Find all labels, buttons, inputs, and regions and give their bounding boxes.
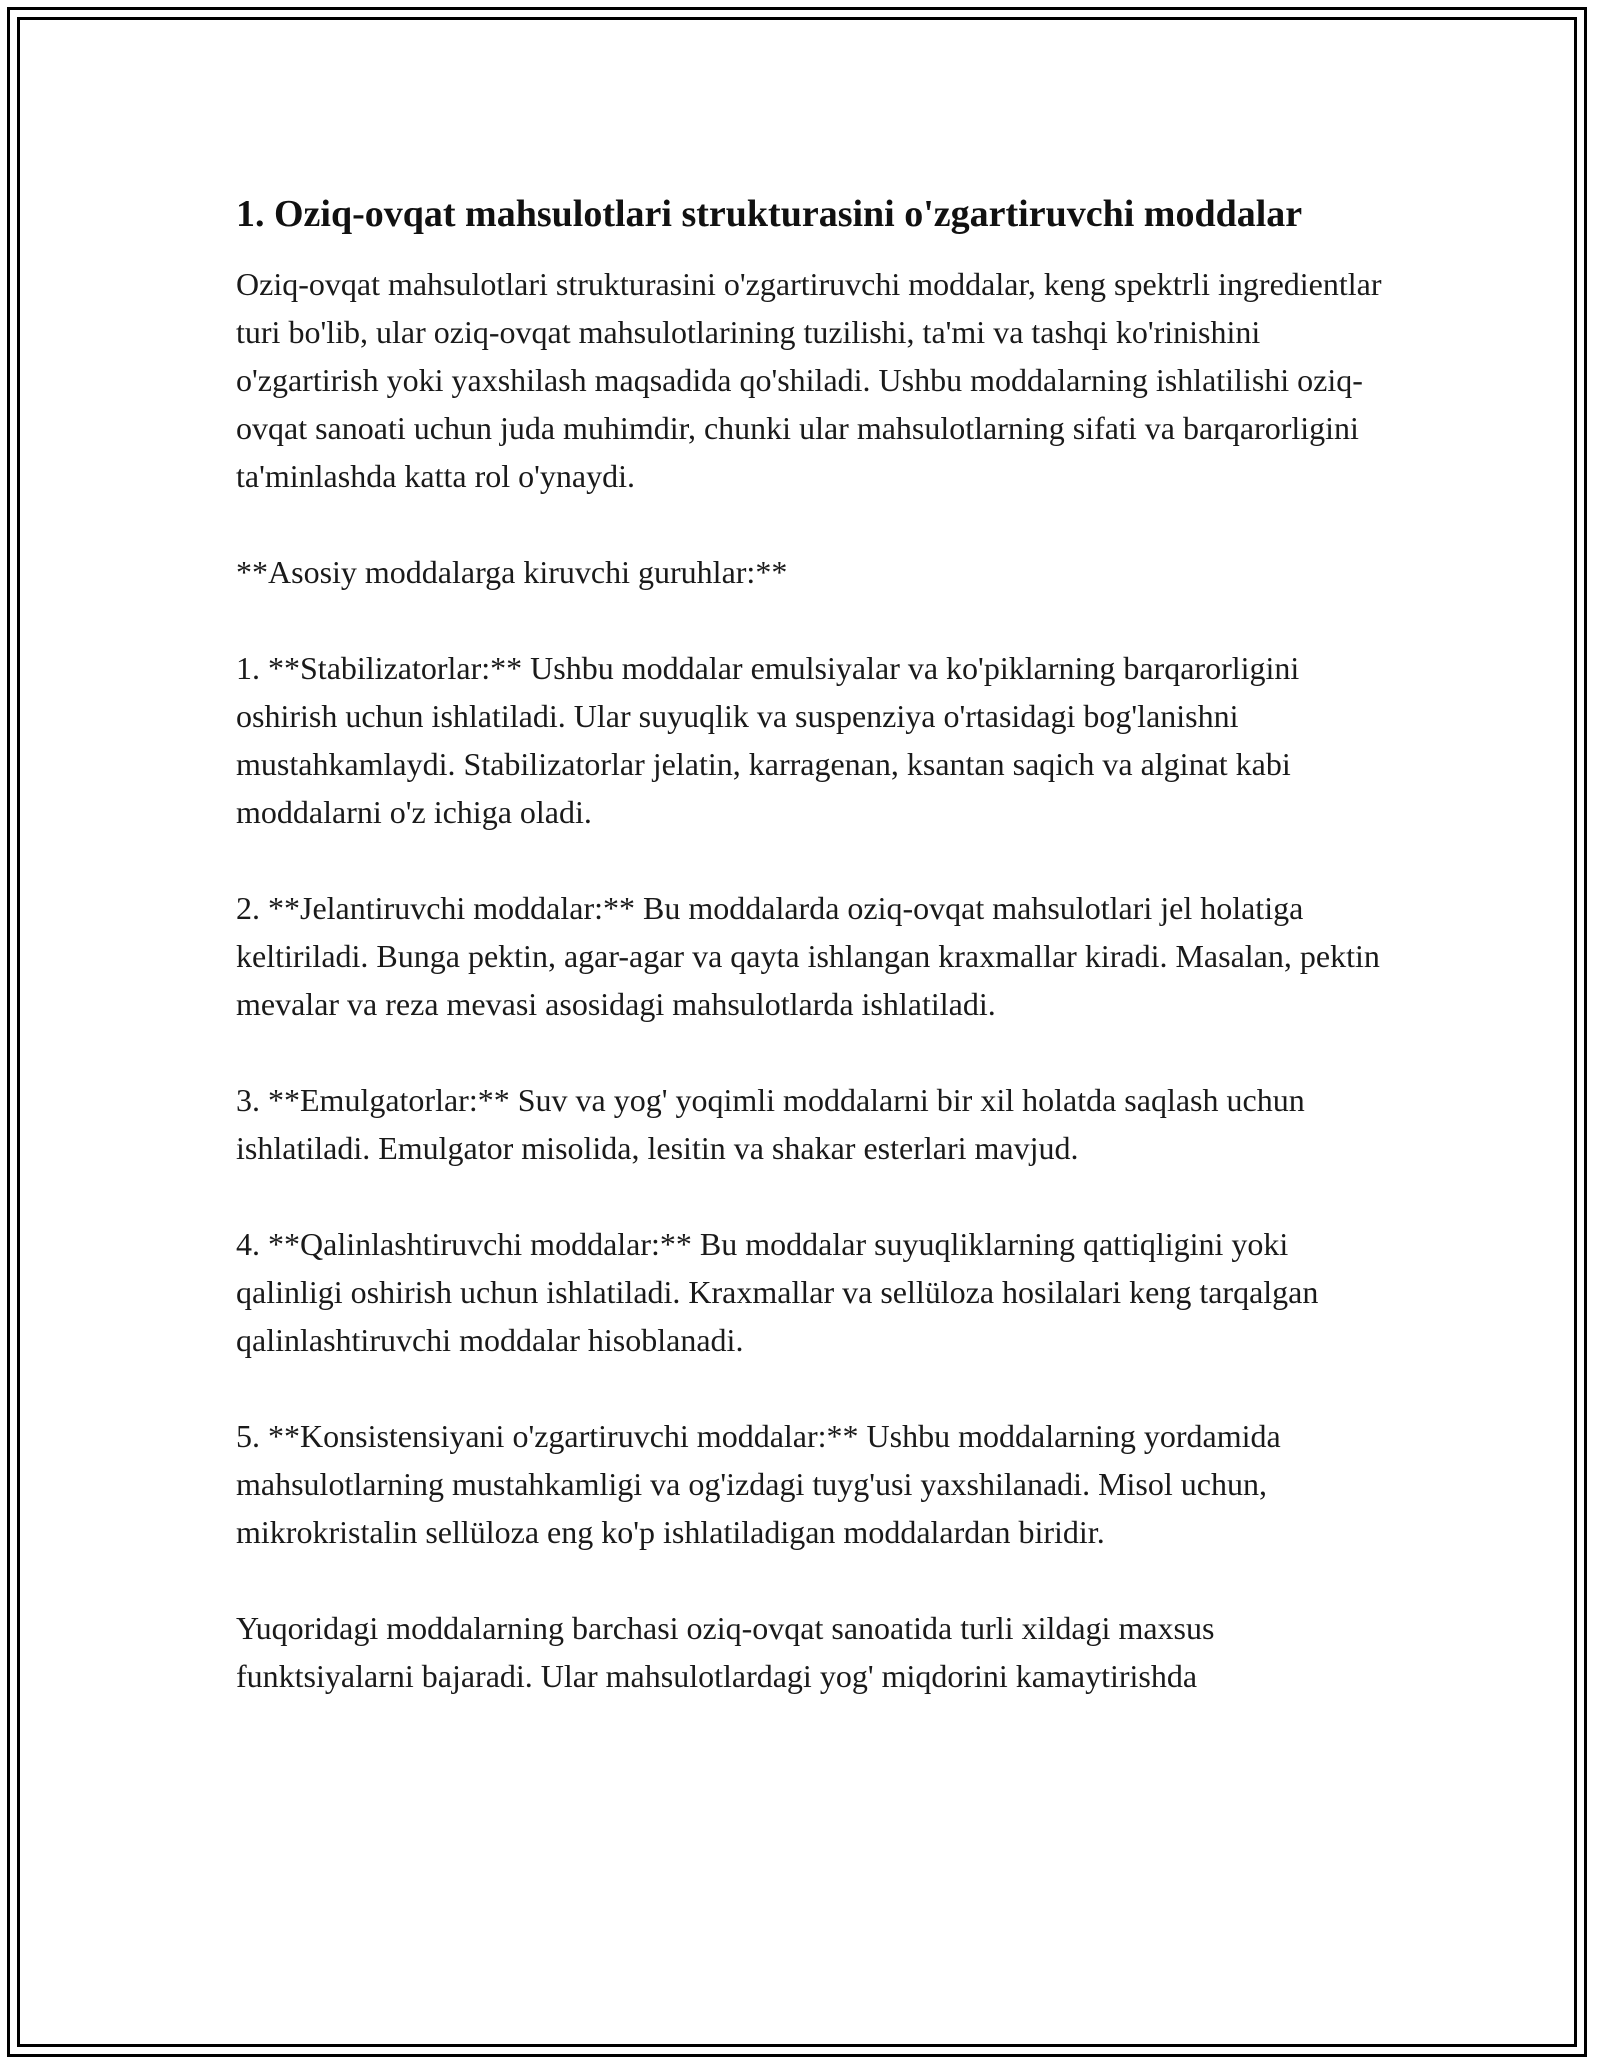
list-item-emulsifiers: 3. **Emulgatorlar:** Suv va yog' yoqimli moddalarni bir xil holatda saqlash uchun ishlatiladi. Emulgator misolida, lesitin va shakar esterlari mavjud. — [236, 1082, 1305, 1166]
list-item-stabilizers: 1. **Stabilizatorlar:** Ushbu moddalar emulsiyalar va ko'piklarning barqarorligini oshirish uchun ishlatiladi. Ular suyuqlik va suspenziya o'rtasidagi bog'lanishni mustahkamlaydi. Stabilizatorlar jelatin, karragenan, ksantan saqich va alginat kabi moddalarni o'z ichiga oladi. — [236, 650, 1300, 830]
list-item-gelling-agents: 2. **Jelantiruvchi moddalar:** Bu moddalarda oziq-ovqat mahsulotlari jel holatiga keltiriladi. Bunga pektin, agar-agar va qayta ishlangan kraxmallar kiradi. Masalan, pektin mevalar va reza mevasi asosidagi mahsulotlarda ishlatiladi. — [236, 890, 1380, 1022]
groups-heading: **Asosiy moddalarga kiruvchi guruhlar:** — [236, 554, 788, 590]
list-item-consistency-modifiers: 5. **Konsistensiyani o'zgartiruvchi moddalar:** Ushbu moddalarning yordamida mahsulotlarning mustahkamligi va og'izdagi tuyg'usi yaxshilanadi. Misol uchun, mikrokristalin sellüloza eng ko'p ishlatiladigan moddalardan biridir. — [236, 1418, 1281, 1550]
list-item-thickeners: 4. **Qalinlashtiruvchi moddalar:** Bu moddalar suyuqliklarning qattiqligini yoki qalinligi oshirish uchun ishlatiladi. Kraxmallar va sellüloza hosilalari keng tarqalgan qalinlashtiruvchi moddalar hisoblanadi. — [236, 1226, 1319, 1358]
closing-paragraph: Yuqoridagi moddalarning barchasi oziq-ovqat sanoatida turli xildagi maxsus funktsiyalarni bajaradi. Ular mahsulotlardagi yog' miqdorini kamaytirishda — [236, 1610, 1215, 1694]
intro-paragraph: Oziq-ovqat mahsulotlari strukturasini o'zgartiruvchi moddalar, keng spektrli ingredientlar turi bo'lib, ular oziq-ovqat mahsulotlarining tuzilishi, ta'mi va tashqi ko'rinishini o'zgartirish yoki yaxshilash maqsadida qo'shiladi. Ushbu moddalarning ishlatilishi oziq-ovqat sanoati uchun juda muhimdir, chunki ular mahsulotlarning sifati va barqarorligini ta'minlashda katta rol o'ynaydi. — [236, 266, 1382, 494]
document-page — [236, 188, 1386, 1700]
document-title: 1. Oziq-ovqat mahsulotlari strukturasini o'zgartiruvchi moddalar — [236, 193, 1303, 235]
